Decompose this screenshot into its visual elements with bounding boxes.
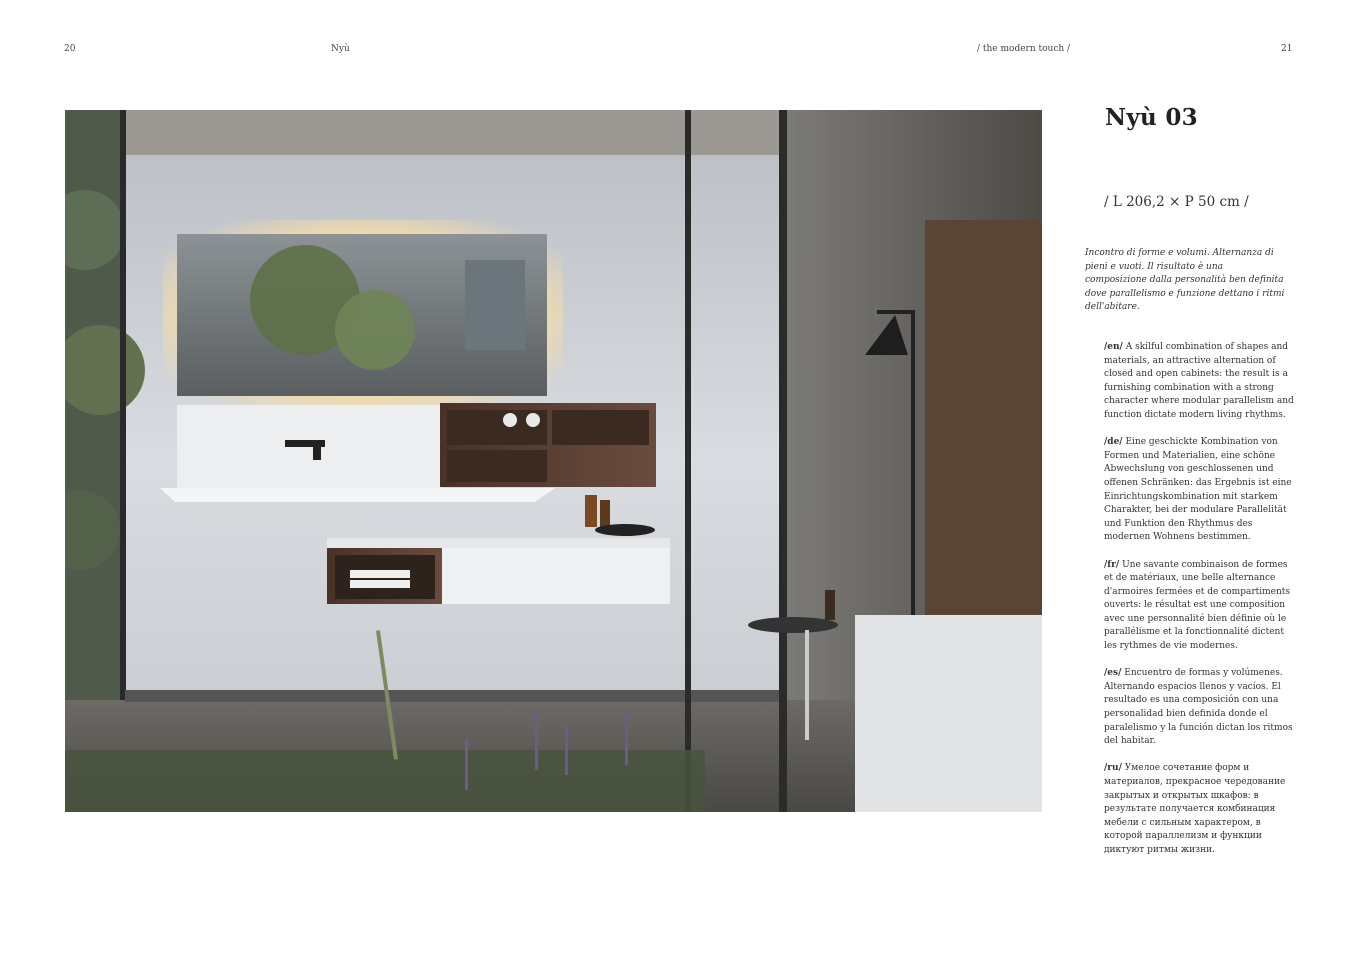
translation-ru — [1104, 762, 1294, 857]
language-code: /de/ — [1104, 437, 1123, 448]
translation-fr — [1104, 559, 1294, 654]
section-title: / the modern touch / — [977, 44, 1071, 54]
translation-en — [1104, 341, 1294, 423]
translation-text: Encuentro de formas y volúmenes. Alternando espacios llenos y vacíos. El resultado es una composición con una personalidad bien definida donde el paralelismo y la función dictan los ritmos del habitar. — [1104, 668, 1293, 747]
language-code: /en/ — [1104, 342, 1123, 352]
product-title: Nyù 03 — [1105, 104, 1198, 131]
translation-text: Умелое сочетание форм и материалов, прекрасное чередование закрытых и открытых шкафов: в результате получается комбинация мебели с сильным характером, в которой параллелизм и функции диктуют ритмы жизни. — [1104, 763, 1286, 855]
translation-es — [1104, 667, 1294, 749]
product-photo — [65, 110, 1042, 812]
language-code: /ru/ — [1104, 763, 1122, 774]
collection-name: Nyù — [331, 44, 350, 54]
language-code: /fr/ — [1104, 559, 1120, 570]
product-dimensions: / L 206,2 × P 50 cm / — [1104, 194, 1249, 210]
translation-de — [1104, 436, 1294, 545]
translation-text: A skilful combination of shapes and materials, an attractive alternation of closed and open cabinets: the result is a furnishing combination with a strong character where modular parallelism and function dictate modern living rhythms. — [1104, 342, 1294, 420]
translations — [1104, 341, 1294, 871]
translation-text: Eine geschickte Kombination von Formen und Materialien, eine schöne Abwechslung von geschlossenen und offenen Schränken: das Ergebnis ist eine Einrichtungskombination mit starkem Charakter, bei der modulare Parallelität und Funktion den Rhythmus des modernen Wohnens bestimmen. — [1104, 437, 1292, 543]
page-number-right: 21 — [1281, 44, 1293, 54]
translation-text: Une savante combinaison de formes et de matériaux, une belle alternance d'armoires fermées et de compartiments ouverts: le résultat est une composition avec une personnalité bien définie où le parallélisme et la fonctionnalité dictent les rythmes de vie modernes. — [1104, 559, 1291, 652]
intro-italian: Incontro di forme e volumi. Alternanza di pieni e vuoti. Il risultato è una composizione dalla personalità ben definita dove parallelismo e funzione dettano i ritmi dell'abitare. — [1085, 248, 1285, 313]
language-code: /es/ — [1104, 668, 1122, 679]
page-number-left: 20 — [64, 44, 76, 54]
bathroom-scene-illustration — [65, 110, 1042, 812]
